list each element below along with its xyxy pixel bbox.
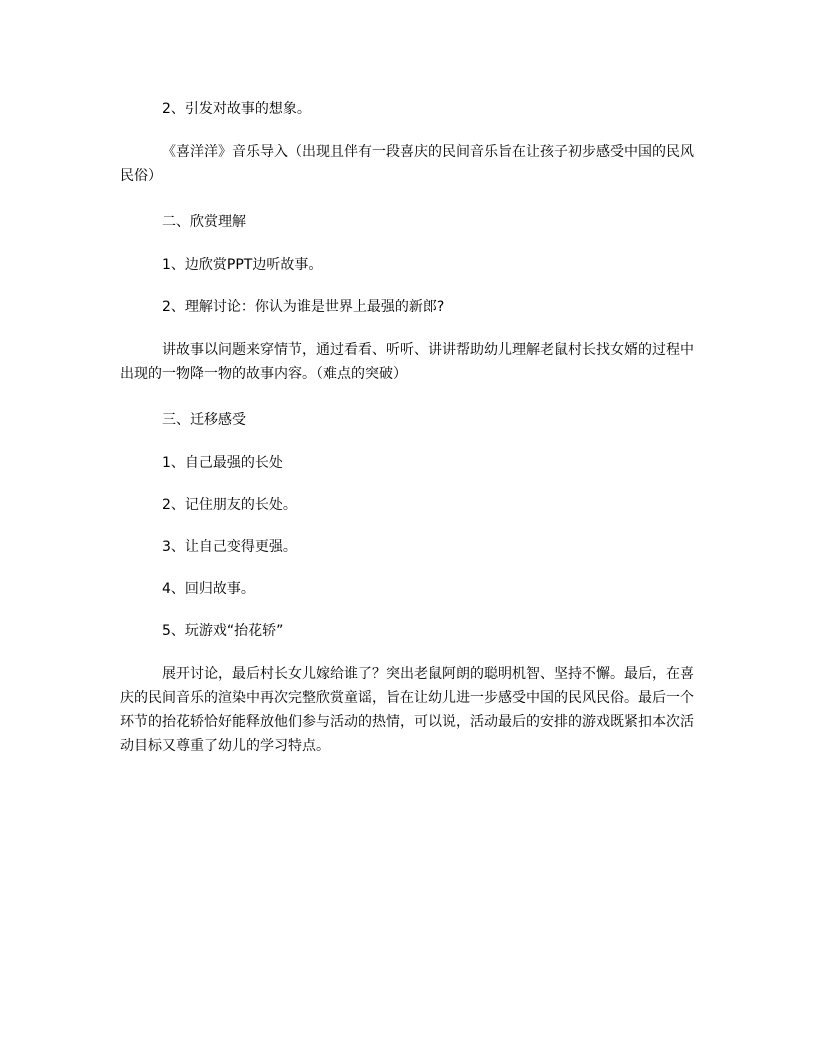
paragraph-music-intro: 《喜洋洋》音乐导入（出现且伴有一段喜庆的民间音乐旨在让孩子初步感受中国的民风民俗） <box>120 144 694 184</box>
list-item-2: 2、记住朋友的长处。 <box>162 497 297 513</box>
paragraph-step-1-ppt: 1、边欣赏PPT边听故事。 <box>162 257 323 273</box>
paragraph-conclusion: 展开讨论，最后村长女儿嫁给谁了？突出老鼠阿朗的聪明机智、坚持不懈。最后，在喜庆的民间音乐的渲染中再次完整欣赏童谣，旨在让幼儿进一步感受中国的民风民俗。最后一个环节的抬花轿恰好能释放他们参与活动的热情，可以说，活动最后的安排的游戏既紧扣本次活动目标又尊重了幼儿的学习特点。 <box>120 666 694 754</box>
paragraph-step-2-imagination: 2、引发对故事的想象。 <box>162 101 311 117</box>
list-item-3: 3、让自己变得更强。 <box>162 539 297 555</box>
list-item-4: 4、回归故事。 <box>162 581 255 597</box>
section-heading-appreciation: 二、欣赏理解 <box>162 214 246 230</box>
list-item-5: 5、玩游戏“抬花轿” <box>162 623 284 639</box>
section-heading-transfer: 三、迁移感受 <box>162 412 246 428</box>
paragraph-step-2-discussion: 2、理解讨论：你认为谁是世界上最强的新郎? <box>162 299 445 315</box>
paragraph-storytelling: 讲故事以问题来穿情节，通过看看、听听、讲讲帮助幼儿理解老鼠村长找女婿的过程中出现的一物降一物的故事内容。（难点的突破） <box>120 342 694 382</box>
list-item-1: 1、自己最强的长处 <box>162 455 283 471</box>
